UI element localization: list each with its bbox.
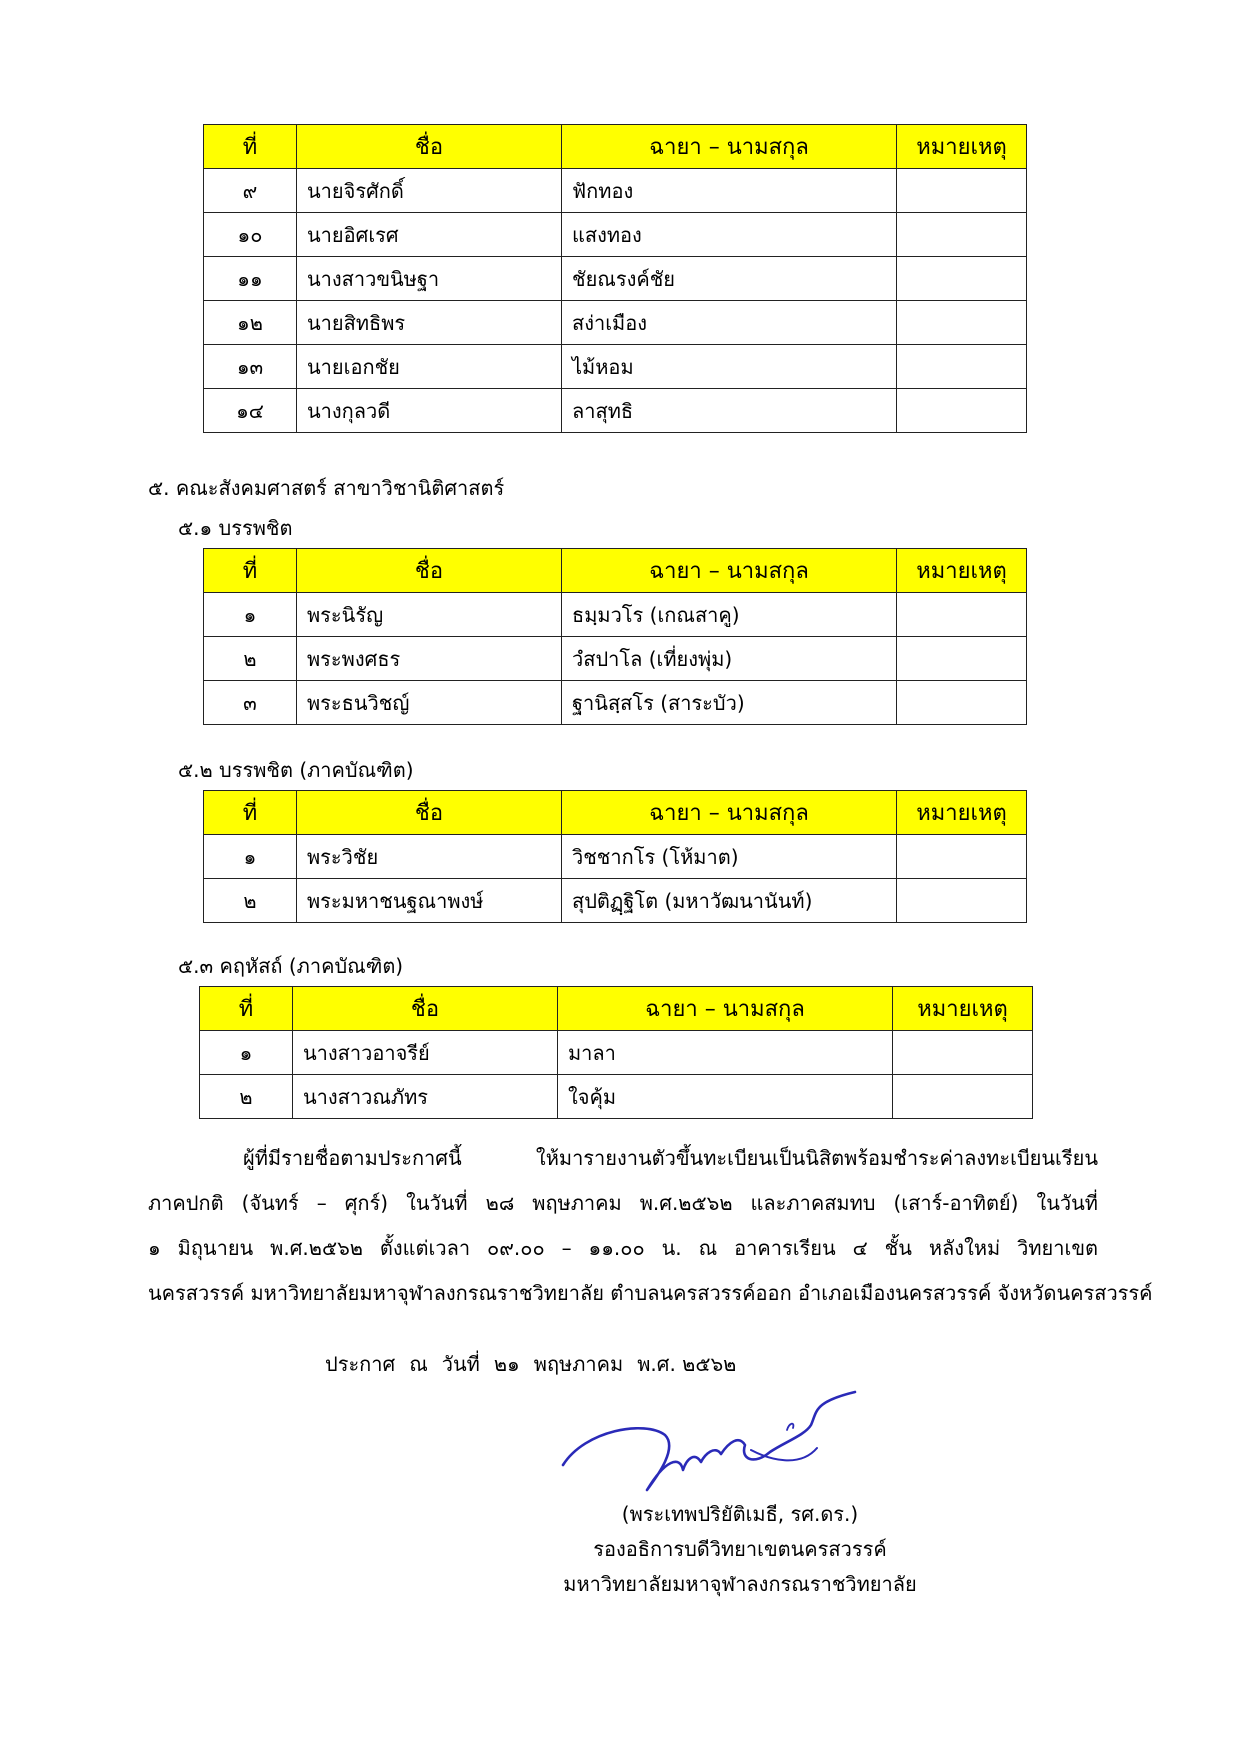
row-name: นางสาวณภัทร bbox=[293, 1075, 558, 1119]
row-no: ๒ bbox=[204, 879, 297, 923]
row-remark bbox=[897, 301, 1027, 345]
row-surname: มาลา bbox=[558, 1031, 893, 1075]
row-surname: ลาสุทธิ bbox=[562, 389, 897, 433]
table-row bbox=[204, 637, 1027, 681]
announce-word: วันที่ bbox=[441, 1352, 480, 1376]
registration-instructions bbox=[148, 1136, 1153, 1316]
header-name: ชื่อ bbox=[293, 987, 558, 1031]
row-no: ๑๐ bbox=[204, 213, 297, 257]
announce-word: ประกาศ bbox=[325, 1352, 396, 1376]
row-surname: ธมฺมวโร (เกณสาคู) bbox=[562, 593, 897, 637]
row-remark bbox=[897, 593, 1027, 637]
signer-organization: มหาวิทยาลัยมหาจุฬาลงกรณราชวิทยาลัย bbox=[563, 1572, 917, 1596]
row-remark bbox=[897, 681, 1027, 725]
row-no: ๑๔ bbox=[204, 389, 297, 433]
table-row bbox=[204, 169, 1027, 213]
row-name: พระพงศธร bbox=[297, 637, 562, 681]
handwritten-signature bbox=[555, 1390, 895, 1500]
announce-word: ณ bbox=[409, 1352, 428, 1376]
row-no: ๒ bbox=[204, 637, 297, 681]
header-no: ที่ bbox=[204, 791, 297, 835]
header-no: ที่ bbox=[204, 549, 297, 593]
row-surname: ใจคุ้ม bbox=[558, 1075, 893, 1119]
row-surname: ชัยณรงค์ชัย bbox=[562, 257, 897, 301]
row-name: นางกุลวดี bbox=[297, 389, 562, 433]
row-no: ๑ bbox=[204, 593, 297, 637]
header-name: ชื่อ bbox=[297, 125, 562, 169]
paragraph-line: ผู้ที่มีรายชื่อตามประกาศนี้ ให้มารายงานตัวขึ้นทะเบียนเป็นนิสิตพร้อมชำระค่าลงทะเบียนเรียน bbox=[243, 1146, 1098, 1170]
header-surname: ฉายา – นามสกุล bbox=[558, 987, 893, 1031]
header-surname: ฉายา – นามสกุล bbox=[562, 125, 897, 169]
section-5-title: ๕. คณะสังคมศาสตร์ สาขาวิชานิติศาสตร์ bbox=[148, 476, 505, 500]
table-row bbox=[204, 213, 1027, 257]
row-name: พระมหาชนฐณาพงษ์ bbox=[297, 879, 562, 923]
row-name: นายสิทธิพร bbox=[297, 301, 562, 345]
table-row bbox=[200, 1031, 1033, 1075]
row-remark bbox=[893, 1075, 1033, 1119]
table-row bbox=[200, 1075, 1033, 1119]
table-row bbox=[204, 835, 1027, 879]
header-name: ชื่อ bbox=[297, 549, 562, 593]
row-remark bbox=[897, 637, 1027, 681]
header-remark: หมายเหตุ bbox=[897, 791, 1027, 835]
row-name: นางสาวขนิษฐา bbox=[297, 257, 562, 301]
header-no: ที่ bbox=[204, 125, 297, 169]
table-header-row bbox=[204, 549, 1027, 593]
section-5-2-title: ๕.๒ บรรพชิต (ภาคบัณฑิต) bbox=[178, 758, 414, 782]
paragraph-line: นครสวรรค์ มหาวิทยาลัยมหาจุฬาลงกรณราชวิทยาลัย ตำบลนครสวรรค์ออก อำเภอเมืองนครสวรรค์ จังหวัดนครสวรรค์ bbox=[148, 1281, 1153, 1305]
row-no: ๑๑ bbox=[204, 257, 297, 301]
table-row bbox=[204, 879, 1027, 923]
table-row bbox=[204, 389, 1027, 433]
signer-name: (พระเทพปริยัติเมธี, รศ.ดร.) bbox=[621, 1502, 859, 1526]
row-surname: วํสปาโล (เที่ยงพุ่ม) bbox=[562, 637, 897, 681]
registrants-table-continued bbox=[203, 124, 1027, 433]
announcement-date bbox=[325, 1348, 750, 1380]
monks-table bbox=[203, 548, 1027, 725]
table-row bbox=[204, 681, 1027, 725]
paragraph-line: ภาคปกติ (จันทร์ – ศุกร์) ในวันที่ ๒๘ พฤษภาคม พ.ศ.๒๕๖๒ และภาคสมทบ (เสาร์-อาทิตย์) ในวันที่ bbox=[148, 1191, 1098, 1215]
lay-graduates-table bbox=[199, 986, 1033, 1119]
row-no: ๙ bbox=[204, 169, 297, 213]
header-remark: หมายเหตุ bbox=[893, 987, 1033, 1031]
row-remark bbox=[893, 1031, 1033, 1075]
row-no: ๓ bbox=[204, 681, 297, 725]
row-remark bbox=[897, 389, 1027, 433]
row-remark bbox=[897, 345, 1027, 389]
header-name: ชื่อ bbox=[297, 791, 562, 835]
header-surname: ฉายา – นามสกุล bbox=[562, 791, 897, 835]
row-surname: ฟักทอง bbox=[562, 169, 897, 213]
header-remark: หมายเหตุ bbox=[897, 549, 1027, 593]
row-no: ๑ bbox=[204, 835, 297, 879]
table-row bbox=[204, 593, 1027, 637]
table-row bbox=[204, 345, 1027, 389]
table-row bbox=[204, 257, 1027, 301]
row-surname: สง่าเมือง bbox=[562, 301, 897, 345]
row-surname: วิชชากโร (โห้มาต) bbox=[562, 835, 897, 879]
row-name: พระวิชัย bbox=[297, 835, 562, 879]
row-name: นายเอกชัย bbox=[297, 345, 562, 389]
announce-year: พ.ศ. ๒๕๖๒ bbox=[637, 1352, 737, 1376]
row-surname: ฐานิสฺสโร (สาระบัว) bbox=[562, 681, 897, 725]
row-remark bbox=[897, 257, 1027, 301]
row-remark bbox=[897, 879, 1027, 923]
row-surname: แสงทอง bbox=[562, 213, 897, 257]
row-no: ๑๒ bbox=[204, 301, 297, 345]
row-surname: สุปติฏฺฐิโต (มหาวัฒนานันท์) bbox=[562, 879, 897, 923]
signer-position: รองอธิการบดีวิทยาเขตนครสวรรค์ bbox=[593, 1537, 887, 1561]
announce-day: ๒๑ bbox=[493, 1352, 520, 1376]
row-remark bbox=[897, 169, 1027, 213]
row-no: ๑๓ bbox=[204, 345, 297, 389]
row-no: ๑ bbox=[200, 1031, 293, 1075]
table-row bbox=[204, 301, 1027, 345]
header-remark: หมายเหตุ bbox=[897, 125, 1027, 169]
row-remark bbox=[897, 213, 1027, 257]
header-surname: ฉายา – นามสกุล bbox=[562, 549, 897, 593]
row-name: นางสาวอาจรีย์ bbox=[293, 1031, 558, 1075]
table-header-row bbox=[200, 987, 1033, 1031]
table-header-row bbox=[204, 125, 1027, 169]
row-name: นายอิศเรศ bbox=[297, 213, 562, 257]
row-name: นายจิรศักดิ์ bbox=[297, 169, 562, 213]
announce-month: พฤษภาคม bbox=[533, 1352, 624, 1376]
section-5-1-title: ๕.๑ บรรพชิต bbox=[178, 516, 293, 540]
row-name: พระธนวิชญ์ bbox=[297, 681, 562, 725]
header-no: ที่ bbox=[200, 987, 293, 1031]
row-no: ๒ bbox=[200, 1075, 293, 1119]
row-remark bbox=[897, 835, 1027, 879]
section-5-3-title: ๕.๓ คฤหัสถ์ (ภาคบัณฑิต) bbox=[178, 954, 404, 978]
row-name: พระนิรัญ bbox=[297, 593, 562, 637]
graduate-monks-table bbox=[203, 790, 1027, 923]
paragraph-line: ๑ มิถุนายน พ.ศ.๒๕๖๒ ตั้งแต่เวลา ๐๙.๐๐ – ๑๑.๐๐ น. ณ อาคารเรียน ๔ ชั้น หลังใหม่ วิทยาเขต bbox=[148, 1236, 1099, 1260]
row-surname: ไม้หอม bbox=[562, 345, 897, 389]
table-header-row bbox=[204, 791, 1027, 835]
